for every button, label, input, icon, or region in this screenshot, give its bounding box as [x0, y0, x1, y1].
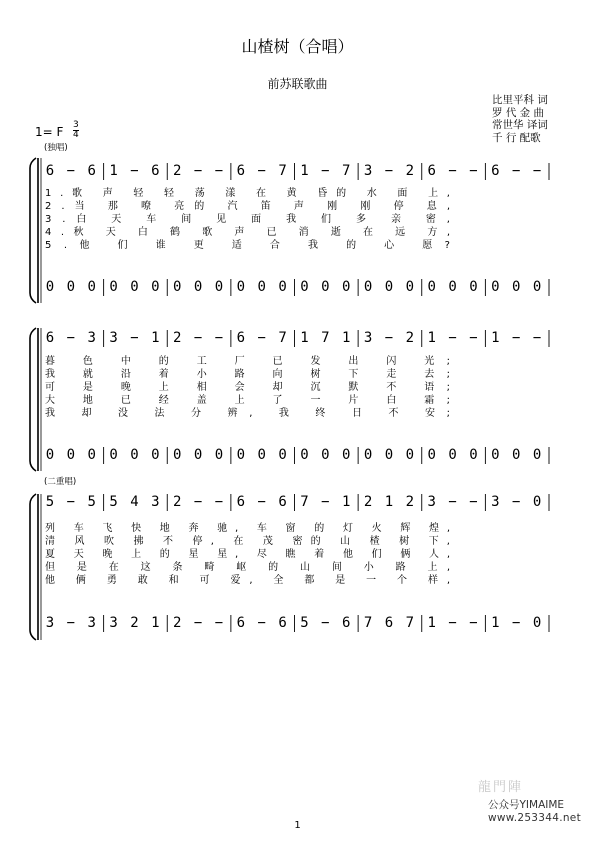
upper-measure: 1 − −	[427, 330, 480, 346]
credit-translator: 常世华 译词	[492, 119, 548, 131]
lyric-line-5: 我 却 没 法 分 辨, 我 终 日 不 安;	[45, 408, 450, 419]
page-title: 山楂树（合唱）	[241, 37, 354, 56]
lyric-line-1: 列 车 飞 快 地 奔 驰, 车 窗 的 灯 火 辉 煌,	[45, 523, 451, 534]
lyric-line-1: 暮 色 中 的 工 厂 已 发 出 闪 光;	[45, 356, 450, 367]
upper-measure: 7 − 1	[300, 494, 353, 510]
key-signature: 1= F	[35, 125, 64, 139]
lyric-line-2: 2.当 那 嘹 亮的 汽 笛 声 刚 刚 停 息,	[45, 201, 450, 212]
system-bracket	[30, 328, 36, 471]
lower-measure: 0 0 0	[45, 447, 98, 463]
lower-measure: 0 0 0	[236, 279, 289, 295]
lyric-line-5: 他 俩 勇 敢 和 可 爱, 全 都 是 一 个 样,	[45, 575, 451, 586]
lower-measure: 0 0 0	[363, 279, 417, 295]
upper-measure: 1 − 6	[109, 163, 162, 179]
credit-composer: 罗 代 金 曲	[492, 106, 545, 119]
upper-measure: 1 7 1	[300, 330, 353, 346]
credit-lyricist: 比里平科 词	[492, 94, 548, 106]
lower-measure: 3 − 3	[45, 615, 98, 631]
upper-measure: 6 − 3	[45, 330, 98, 346]
lower-measure: 2 − −	[172, 615, 226, 631]
upper-measure: 5 4 3	[109, 494, 162, 510]
lower-measure: 0 0 0	[236, 447, 289, 463]
lyric-line-3: 夏 天 晚 上 的 星 星, 尽 瞧 着 他 们 俩 人,	[45, 549, 451, 560]
upper-measure: 2 − −	[172, 330, 226, 346]
upper-measure: 2 − −	[172, 494, 226, 510]
lower-measure: 6 − 6	[236, 615, 289, 631]
upper-measure: 6 − 6	[45, 163, 98, 179]
upper-measure: 3 − 1	[109, 330, 162, 346]
lyric-line-1: 1.歌 声 轻 轻 荡 漾 在 黄 昏的 水 面 上,	[45, 188, 450, 199]
system-bracket	[30, 494, 36, 640]
lower-measure: 0 0 0	[109, 279, 162, 295]
lyric-line-2: 清 风 吹 拂 不 停, 在 茂 密的 山 楂 树 下,	[45, 536, 450, 547]
upper-measure: 6 − 7	[236, 330, 289, 346]
upper-measure: 3 − 2	[363, 330, 417, 346]
lyric-line-3: 3.白 天 车 间 见 面 我 们 多 亲 密,	[45, 214, 450, 225]
upper-measure: 6 − −	[427, 163, 480, 179]
page-number: 1	[294, 820, 301, 831]
upper-measure: 1 − 7	[300, 163, 353, 179]
lower-measure: 0 0 0	[300, 279, 353, 295]
lyric-line-4: 大 地 已 经 盖 上 了 一 片 白 霜;	[45, 395, 450, 406]
lyric-line-5: 5.他 们 谁 更 适 合 我 的 心 愿?	[45, 240, 450, 251]
lower-measure: 0 0 0	[491, 279, 544, 295]
lower-measure: 0 0 0	[172, 279, 226, 295]
time-signature-top: 3	[73, 120, 79, 130]
section-label: (二重唱)	[44, 477, 77, 487]
lower-measure: 0 0 0	[427, 279, 480, 295]
watermark-line-2: www.253344.net	[488, 812, 581, 824]
section-label: (独唱)	[44, 143, 68, 153]
lower-measure: 0 0 0	[427, 447, 480, 463]
lower-measure: 1 − 0	[491, 615, 544, 631]
upper-measure: 6 − 7	[236, 163, 289, 179]
upper-measure: 6 − −	[491, 163, 544, 179]
lower-measure: 7 6 7	[363, 615, 417, 631]
credit-arranger: 千 行 配歌	[492, 131, 541, 144]
upper-measure: 1 − −	[491, 330, 544, 346]
upper-measure: 3 − 0	[491, 494, 544, 510]
lower-measure: 0 0 0	[172, 447, 226, 463]
lower-measure: 0 0 0	[109, 447, 162, 463]
lower-measure: 0 0 0	[363, 447, 417, 463]
upper-measure: 5 − 5	[45, 494, 98, 510]
upper-measure: 2 1 2	[363, 494, 417, 510]
time-signature-bottom: 4	[73, 130, 79, 140]
lower-measure: 1 − −	[427, 615, 480, 631]
lyric-line-4: 但 是 在 这 条 畸 岖 的 山 间 小 路 上,	[45, 562, 450, 573]
lower-measure: 3 2 1	[109, 615, 162, 631]
upper-measure: 6 − 6	[236, 494, 289, 510]
lyric-line-3: 可 是 晚 上 相 会 却 沉 默 不 语;	[45, 382, 450, 393]
lyric-line-4: 4.秋 天 白 鹤 歌 声 已 消 逝 在 远 方,	[45, 227, 451, 238]
lower-measure: 0 0 0	[300, 447, 353, 463]
lyric-line-2: 我 就 沿 着 小 路 向 树 下 走 去;	[45, 369, 450, 380]
watermark-logo: 龍門陣	[478, 780, 524, 795]
lower-measure: 0 0 0	[491, 447, 544, 463]
system-bracket	[30, 158, 36, 303]
upper-measure: 3 − −	[427, 494, 480, 510]
watermark-line-1: 公众号YIMAIME	[488, 799, 565, 811]
upper-measure: 2 − −	[172, 163, 226, 179]
lower-measure: 0 0 0	[45, 279, 98, 295]
upper-measure: 3 − 2	[363, 163, 417, 179]
lower-measure: 5 − 6	[300, 615, 353, 631]
page-subtitle: 前苏联歌曲	[267, 77, 328, 91]
